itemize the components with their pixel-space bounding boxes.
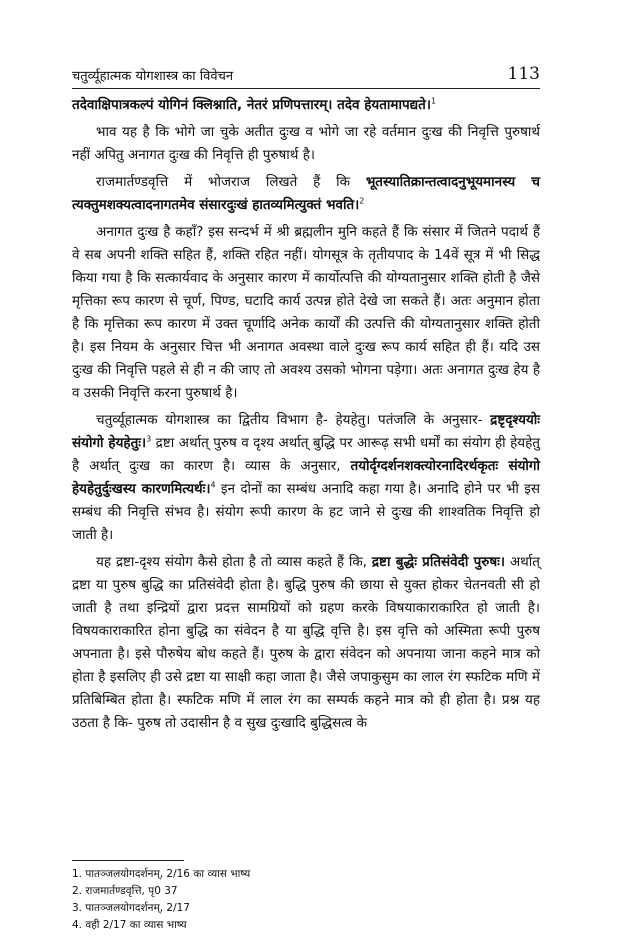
footnote: 4. वही 2/17 का व्यास भाष्य	[72, 919, 187, 931]
book-page	[72, 64, 541, 931]
header-rule	[72, 88, 540, 89]
paragraph: राजमार्तण्डवृत्ति में भोजराज लिखते हैं कि भूतस्यातिक्रान्तत्वादनुभूयमानस्य च त्यक्तुमशक्यत्वादनागतमेव संसारदुःखं हातव्यमित्युक्तं भवति।$^2$	[72, 174, 541, 213]
sanskrit-quote: द्रष्टृदृश्ययोः संयोगो हेयहेतुः।	[72, 412, 541, 451]
footnote-ref: 3	[146, 434, 152, 444]
footnote-divider	[72, 860, 184, 861]
sanskrit-quote: तदेवाक्षिपात्रकल्पं योगिनं क्लिश्नाति, नेतरं प्रणिपत्तारम्। तदेव हेयतामापद्यते।	[72, 97, 431, 113]
paragraph: अनागत दुःख है कहाँ? इस सन्दर्भ में श्री ब्रह्मलीन मुनि कहते हैं कि संसार में जितने पदार्थ हैं वे सब अपनी शक्ति सहित हैं, शक्ति रहित नहीं। योगसूत्र के तृतीयपाद के 14वें सूत्र में भी सिद्ध किया गया है कि सत्कार्यवाद के अनुसार कारण में कार्योत्पत्ति की योग्यतानुसार शक्ति होती है जैसे मृत्तिका रूप कारण से चूर्ण, पिण्ड, घटादि कार्य उत्पन्न होते देखे जा सकते हैं। अतः अनुमान होता है कि मृत्तिका रूप कारण में उक्त चूर्णादि अनेक कार्यों की उत्पत्ति की योग्यतानुसार शक्ति होती है। इस नियम के अनुसार चित्त भी अनागत अवस्था वाले दुःख रूप कार्य सहित ही हैं। यदि उस दुःख की निवृत्ति पहले से ही न की जाए तो अवश्य उसको भोगना पड़ेगा। अतः अनागत दुःख हेय है व उसकी निवृत्ति करना पुरुषार्थ है।	[72, 224, 540, 401]
sanskrit-quote: द्रष्टा बुद्धेः प्रतिसंवेदी पुरुषः।	[371, 554, 505, 570]
page-number: 113	[507, 64, 540, 84]
footnote-ref: 2	[359, 196, 365, 206]
footnote: 3. पातञ्जलयोगदर्शनम्, 2/17	[72, 902, 190, 914]
footnote-ref: 4	[210, 480, 216, 490]
paragraph: भाव यह है कि भोगे जा चुके अतीत दुःख व भोगे जा रहे वर्तमान दुःख की निवृत्ति पुरुषार्थ नहीं अपितु अनागत दुःख की निवृत्ति ही पुरुषार्थ है।	[72, 124, 540, 163]
sanskrit-quote: तयोर्दृग्दर्शनशक्त्योरनादिरर्थकृतः संयोगो हेयहेतुर्दुःखस्य कारणमित्यर्थः।	[72, 458, 540, 497]
footnotes	[72, 866, 540, 934]
footnote-ref: 1	[430, 96, 437, 106]
footnote: 1. पातञ्जलयोगदर्शनम्, 2/16 का व्यास भाष्य	[72, 868, 251, 880]
footnote: 2. राजमार्तण्डवृत्ति, पृ0 37	[72, 885, 178, 897]
paragraph: चतुर्व्यूहात्मक योगशास्त्र का द्वितीय विभाग है- हेयहेतु। पतंजलि के अनुसार- द्रष्टृदृश्ययोः संयोगो हेयहेतुः।$^3$ द्रष्टा अर्थात् पुरुष व दृश्य अर्थात् बुद्धि पर आरूढ़ सभी धर्मों का संयोग ही हेयहेतु है अर्थात् दुःख का कारण है। व्यास के अनुसार, तयोर्दृग्दर्शनशक्त्योरनादिरर्थकृतः संयोगो हेयहेतुर्दुःखस्य कारणमित्यर्थः।$^4$ इन दोनों का सम्बंध अनादि कहा गया है। अनादि होने पर भी इस सम्बंध की निवृत्ति संभव है। संयोग रूपी कारण के हट जाने से दुःख की शाश्वतिक निवृत्ति हो जाती है।	[72, 412, 541, 543]
body-text	[72, 94, 540, 735]
paragraph-quote	[72, 94, 540, 117]
page-header	[72, 66, 540, 88]
paragraph: यह द्रष्टा-दृश्य संयोग कैसे होता है तो व्यास कहते हैं कि, द्रष्टा बुद्धेः प्रतिसंवेदी पुरुषः। अर्थात् द्रष्टा या पुरुष बुद्धि का प्रतिसंवेदी होता है। बुद्धि पुरुष की छाया से युक्त होकर चेतनवती सी हो जाती है तथा इन्द्रियों द्वारा प्रदत्त सामग्रियों को ग्रहण करके विषयाकाराकारित हो जाती है। विषयकाराकारित होना बुद्धि का संवेदन है या बुद्धि वृत्ति है। इस वृत्ति को अस्मिता रूपी पुरुष अपनाता है। इसे पौरुषेय बोध कहते हैं। पुरुष के द्वारा संवेदन को अपनाया जाना कहने मात्र को होता है इसलिए ही उसे द्रष्टा या साक्षी कहा जाता है। जैसे जपाकुसुम का लाल रंग स्फटिक मणि में प्रतिबिम्बित होता है। स्फटिक मणि में लाल रंग का सम्पर्क कहने मात्र को ही होता है। प्रश्न यह उठता है कि- पुरुष तो उदासीन है व सुख दुःखादि बुद्धिसत्व के	[72, 554, 540, 731]
running-title: चतुर्व्यूहात्मक योगशास्त्र का विवेचन	[72, 69, 234, 84]
sanskrit-quote: भूतस्यातिक्रान्तत्वादनुभूयमानस्य च त्यक्तुमशक्यत्वादनागतमेव संसारदुःखं हातव्यमित्युक्तं भवति।	[72, 174, 541, 213]
